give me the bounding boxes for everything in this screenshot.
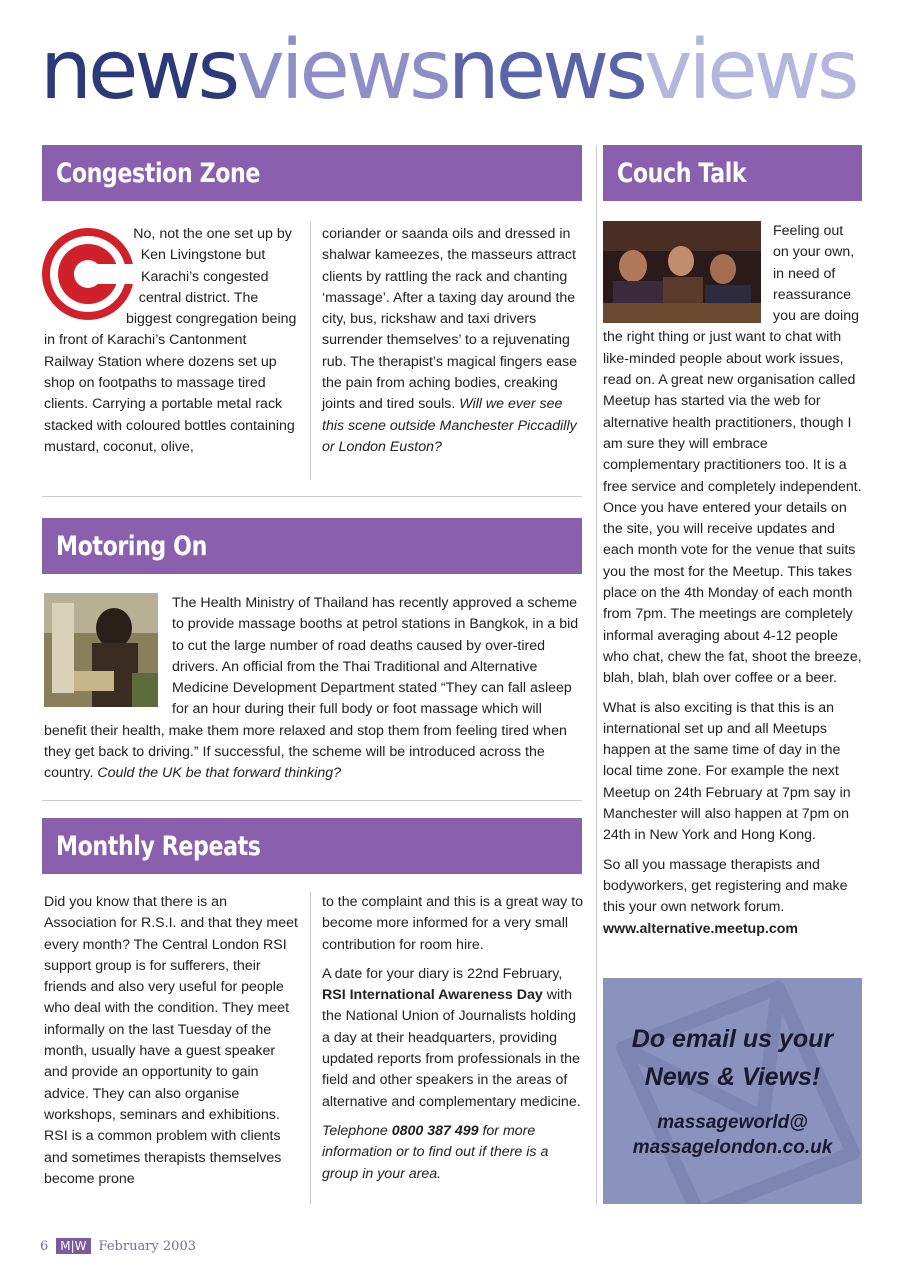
- congestion-column-divider: [310, 222, 311, 480]
- column-divider: [596, 145, 597, 1205]
- motoring-on-header: Motoring On: [42, 518, 582, 574]
- monthly-column-2: to the complaint and this is a great way to become more informed for a very small contribution for room hire. A date for your diary is 22nd February, RSI International Awareness Day with the National Union of Journalists holding a day at their headquarters, providing updated reports from professionals in the field and other speakers in the areas of alternative and complementary medicine. Telephone 0800 387 499 for more information or to find out if there is a group in your area.: [322, 892, 584, 1193]
- masthead-banner: [40, 23, 860, 118]
- meetup-group-photo: [603, 221, 761, 323]
- diary-paragraph: A date for your diary is 22nd February, RSI International Awareness Day with the National Union of Journalists holding a day at their headquarters, providing updated reports from professionals in the field and other speakers in the areas of alternative and complementary medicine.: [322, 965, 581, 1110]
- monthly-column-1: Did you know that there is an Association for R.S.I. and that they meet every month? The Central London RSI support group is for sufferers, their friends and also very useful for people who deal with the condition. They meet informally on the last Tuesday of the month, usually have a guest speaker and provide an opportunity to gain advice. They can also organise workshops, seminars and exhibitions. RSI is a common problem with clients and sometimes therapists themselves become prone: [44, 894, 298, 1187]
- congestion-column-1: No, not the one set up by Ken Livingstone but Karachi’s congested central district. The biggest congregation being in front of Karachi’s Cantonment Railway Station where dozens set up shop on footpaths to massage tired clients. Carrying a portable metal rack stacked with coloured bottles containing mustard, coconut, olive,: [44, 226, 297, 455]
- couch-talk-body: Feeling out on your own, in need of reassurance you are doing the right thing or just want to chat with like-minded people about work issues, read on. A great new organisation called Meetup has started via the web for alternative health practitioners, though I am sure they will embrace complementary practitioners too. It is a free service and completely independent. Once you have entered your details on the site, you will receive updates and each month vote for the venue that suits you the most for the Meetup. This takes place on the 4th Monday of each month from 7pm. The meetings are completely informal averaging about 4-12 people who chat, chew the fat, shoot the breeze, blah, blah, blah over coffee or a beer. What is also exciting is that this is an international set up and all Meetups happen at the same time of day in the local time zone. For example the next Meetup on 24th February at 7pm say in Manchester will also happen at 7pm on 24th in New York and Hong Kong. So all you massage therapists and bodyworkers, get registering and make this your own network forum. www.alternative.meetup.com: [603, 221, 862, 948]
- monthly-column-divider: [310, 892, 311, 1204]
- telephone-paragraph: Telephone 0800 387 499 for more information or to find out if there is a group in your area.: [322, 1122, 549, 1182]
- congestion-charge-c-icon: [42, 224, 138, 332]
- meetup-link[interactable]: www.alternative.meetup.com: [603, 920, 799, 937]
- section-divider-2: [42, 800, 582, 801]
- banner-word-views-2: views: [643, 23, 856, 118]
- issue-date: February 2003: [98, 1238, 196, 1254]
- couch-talk-header: Couch Talk: [603, 145, 862, 201]
- massage-booth-photo: [44, 593, 158, 707]
- banner-word-news-2: news: [447, 23, 644, 118]
- monthly-repeats-header: Monthly Repeats: [42, 818, 582, 874]
- banner-word-views: views: [236, 23, 448, 118]
- mw-logo: M|W: [56, 1238, 90, 1254]
- congestion-column-2: coriander or saanda oils and dressed in shalwar kameezes, the masseurs attract clients by rattling the rack and chanting ‘massage’. After a taxing day around the city, bus, rickshaw and taxi drivers surrender themselves’ to a rejuvenating rub. The therapist’s magical fingers ease the pain from aching bodies, creaking joints and tired souls. Will we ever see this scene outside Manchester Piccadilly or London Euston?: [322, 226, 577, 455]
- banner-word-news: news: [40, 23, 237, 118]
- page-footer: [40, 1238, 196, 1254]
- couch-closing: So all you massage therapists and bodyworkers, get registering and make this your own network forum. www.alternative.meetup.com: [603, 856, 848, 937]
- congestion-zone-header: Congestion Zone: [42, 145, 582, 201]
- page-number: 6: [40, 1238, 49, 1254]
- section-divider: [42, 496, 582, 497]
- promo-headline: Do email us your News & Views!: [631, 1025, 834, 1091]
- email-us-promo: [603, 978, 862, 1204]
- motoring-body: The Health Ministry of Thailand has recently approved a scheme to provide massage booths at petrol stations in Bangkok, in a bid to cut the large number of road deaths caused by over-tired drivers. An official from the Thai Traditional and Alternative Medicine Development Department stated “They can fall asleep for an hour during their full body or foot massage which will benefit their health, make them more relaxed and stop them from feeling tired when they get back to driving.” If successful, the scheme will be introduced across the country. Could the UK be that forward thinking?: [44, 595, 579, 782]
- promo-email[interactable]: massageworld@ massagelondon.co.uk: [632, 1112, 833, 1158]
